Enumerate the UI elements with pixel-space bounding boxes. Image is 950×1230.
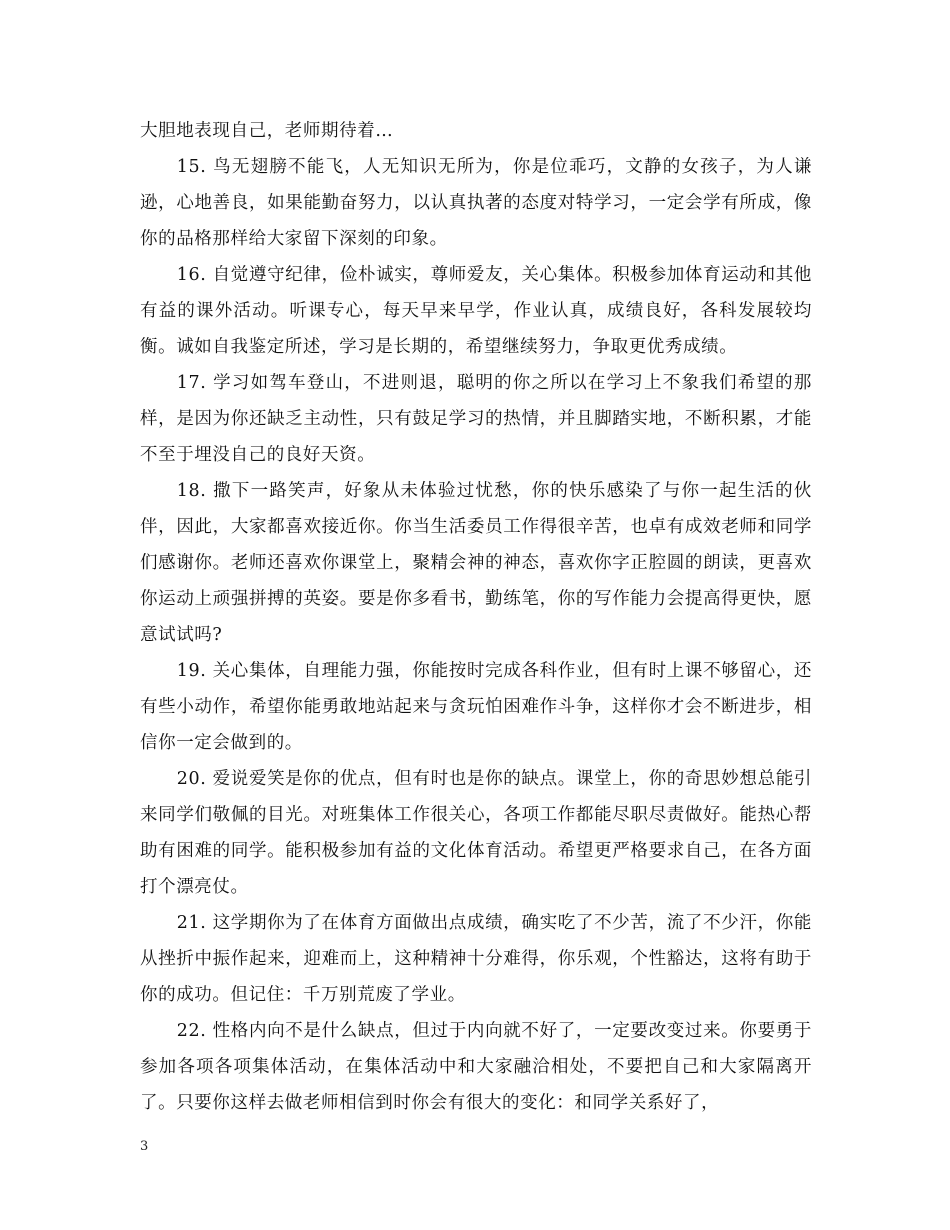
paragraph-21: 21. 这学期你为了在体育方面做出点成绩，确实吃了不少苦，流了不少汗，你能从挫折中振作起来，迎难而上，这种精神十分难得，你乐观，个性豁达，这将有助于你的成功。但记住：千万别荒废了学业。 bbox=[140, 913, 812, 1005]
paragraph-18: 18. 撒下一路笑声，好象从未体验过忧愁，你的快乐感染了与你一起生活的伙伴，因此，大家都喜欢接近你。你当生活委员工作得很辛苦，也卓有成效老师和同学们感谢你。老师还喜欢你课堂上，聚精会神的神态，喜欢你字正腔圆的朗读，更喜欢你运动上顽强拼搏的英姿。要是你多看书，勤练笔，你的写作能力会提高得更快，愿意试试吗? bbox=[140, 481, 812, 645]
paragraph-15: 15. 鸟无翅膀不能飞，人无知识无所为，你是位乖巧，文静的女孩子，为人谦逊，心地善良，如果能勤奋努力，以认真执著的态度对特学习，一定会学有所成，像你的品格那样给大家留下深刻的印象。 bbox=[140, 157, 812, 249]
paragraph-19: 19. 关心集体，自理能力强，你能按时完成各科作业，但有时上课不够留心，还有些小动作，希望你能勇敢地站起来与贪玩怕困难作斗争，这样你才会不断进步，相信你一定会做到的。 bbox=[140, 661, 812, 753]
document-body bbox=[140, 113, 812, 1121]
paragraph-20: 20. 爱说爱笑是你的优点，但有时也是你的缺点。课堂上，你的奇思妙想总能引来同学们敬佩的目光。对班集体工作很关心，各项工作都能尽职尽责做好。能热心帮助有困难的同学。能积极参加有益的文化体育活动。希望更严格要求自己，在各方面打个漂亮仗。 bbox=[140, 769, 812, 897]
paragraph-17: 17. 学习如驾车登山，不进则退，聪明的你之所以在学习上不象我们希望的那样，是因为你还缺乏主动性，只有鼓足学习的热情，并且脚踏实地，不断积累，才能不至于埋没自己的良好天资。 bbox=[140, 373, 812, 465]
paragraph-continuation: 大胆地表现自己，老师期待着… bbox=[140, 121, 394, 141]
paragraph-22: 22. 性格内向不是什么缺点，但过于内向就不好了，一定要改变过来。你要勇于参加各项各项集体活动，在集体活动中和大家融洽相处，不要把自己和大家隔离开了。只要你这样去做老师相信到时你会有很大的变化：和同学关系好了， bbox=[140, 1021, 812, 1113]
paragraph-16: 16. 自觉遵守纪律，俭朴诚实，尊师爱友，关心集体。积极参加体育运动和其他有益的课外活动。听课专心，每天早来早学，作业认真，成绩良好，各科发展较均衡。诚如自我鉴定所述，学习是长期的，希望继续努力，争取更优秀成绩。 bbox=[140, 265, 812, 357]
page-number: 3 bbox=[140, 1139, 149, 1154]
